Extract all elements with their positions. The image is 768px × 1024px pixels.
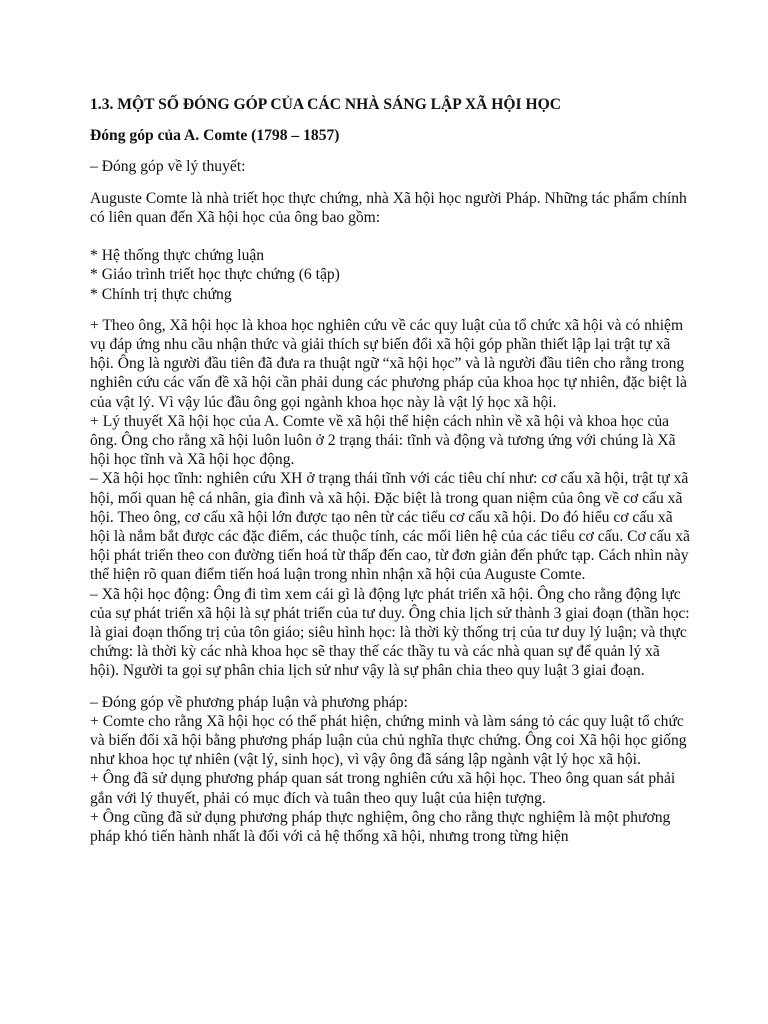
body-paragraph: + Theo ông, Xã hội học là khoa học nghiên cứu về các quy luật của tổ chức xã hội và có nhiệm vụ đáp ứng nhu cầu nhận thức và giải thích sự biến đổi xã hội góp phần thiết lập lại trật tự xã hội. Ông là người đầu tiên đã đưa ra thuật ngữ “xã hội học” và là người đầu tiên cho rằng trong nghiên cứu các vấn đề xã hội cần phải dung các phương pháp của khoa học tự nhiên, đặc biệt là của vật lý. Vì vậy lúc đầu ông gọi ngành khoa học này là vật lý học xã hội. bbox=[90, 316, 687, 411]
method-title: – Đóng góp về phương pháp luận và phương pháp: bbox=[90, 693, 408, 711]
body-paragraph: – Xã hội học động: Ông đi tìm xem cái gì là động lực phát triển xã hội. Ông cho rằng động lực của sự phát triển xã hội là sự phát triển của tư duy. Ông chia lịch sử thành 3 giai đoạn (thần học: là giai đoạn thống trị của tôn giáo; siêu hình học: là thời kỳ thống trị của tư duy lý luận; và thực chứng: là thời kỳ các nhà khoa học sẽ thay thế các thầy tu và các nhà quan sự để quản lý xã hội). Người ta gọi sự phân chia lịch sử như vậy là sự phân chia theo quy luật 3 giai đoạn. bbox=[90, 585, 690, 680]
body-paragraph: – Xã hội học tĩnh: nghiên cứu XH ở trạng thái tĩnh với các tiêu chí như: cơ cấu xã hội, trật tự xã hội, mối quan hệ cá nhân, gia đình và xã hội. Đặc biệt là trong quan niệm của ông về cơ cấu xã hội. Theo ông, cơ cấu xã hội lớn được tạo nên từ các tiểu cơ cấu xã hội. Do đó hiểu cơ cấu xã hội là nắm bắt được các đặc điểm, các thuộc tính, các mối liên hệ của các tiểu cơ cấu. Cơ cấu xã hội phát triển theo con đường tiến hoá từ thấp đến cao, từ đơn giản đến phức tạp. Cách nhìn này thể hiện rõ quan điểm tiến hoá luận trong nhìn nhận xã hội của Auguste Comte. bbox=[90, 470, 690, 584]
body-paragraph: + Lý thuyết Xã hội học của A. Comte về xã hội thể hiện cách nhìn về xã hội và khoa học của ông. Ông cho rằng xã hội luôn luôn ở 2 trạng thái: tĩnh và động và tương ứng với chúng là Xã hội học tĩnh và Xã hội học động. bbox=[90, 412, 676, 469]
work-item: * Giáo trình triết học thực chứng (6 tập) bbox=[90, 266, 340, 284]
method-paragraph: + Comte cho rằng Xã hội học có thể phát hiện, chứng minh và làm sáng tỏ các quy luật tổ chức và biến đổi xã hội bằng phương pháp luận của chủ nghĩa thực chứng. Ông coi Xã hội học giống như khoa học tự nhiên (vật lý, sinh học), vì vậy ông đã sáng lập ngành vật lý học xã hội. bbox=[90, 712, 687, 769]
section-heading: 1.3. MỘT SỐ ĐÓNG GÓP CỦA CÁC NHÀ SÁNG LẬP XÃ HỘI HỌC bbox=[90, 96, 562, 113]
method-paragraph: + Ông đã sử dụng phương pháp quan sát trong nghiên cứu xã hội học. Theo ông quan sát phải gắn với lý thuyết, phải có mục đích và tuân theo quy luật của hiện tượng. bbox=[90, 770, 676, 807]
section-subheading: Đóng góp của A. Comte (1798 – 1857) bbox=[90, 127, 340, 145]
work-item: * Hệ thống thực chứng luận bbox=[90, 247, 265, 265]
intro-paragraph: Auguste Comte là nhà triết học thực chứng, nhà Xã hội học người Pháp. Những tác phẩm chính có liên quan đến Xã hội học của ông bao gồm: bbox=[90, 189, 687, 226]
work-item: * Chính trị thực chứng bbox=[90, 285, 232, 303]
theory-title: – Đóng góp về lý thuyết: bbox=[90, 158, 246, 176]
blank-line bbox=[90, 227, 690, 246]
method-paragraph: + Ông cũng đã sử dụng phương pháp thực nghiệm, ông cho rằng thực nghiệm là một phương pháp khó tiến hành nhất là đối với cả hệ thống xã hội, nhưng trong từng hiện bbox=[90, 808, 671, 846]
document-page bbox=[90, 95, 690, 846]
